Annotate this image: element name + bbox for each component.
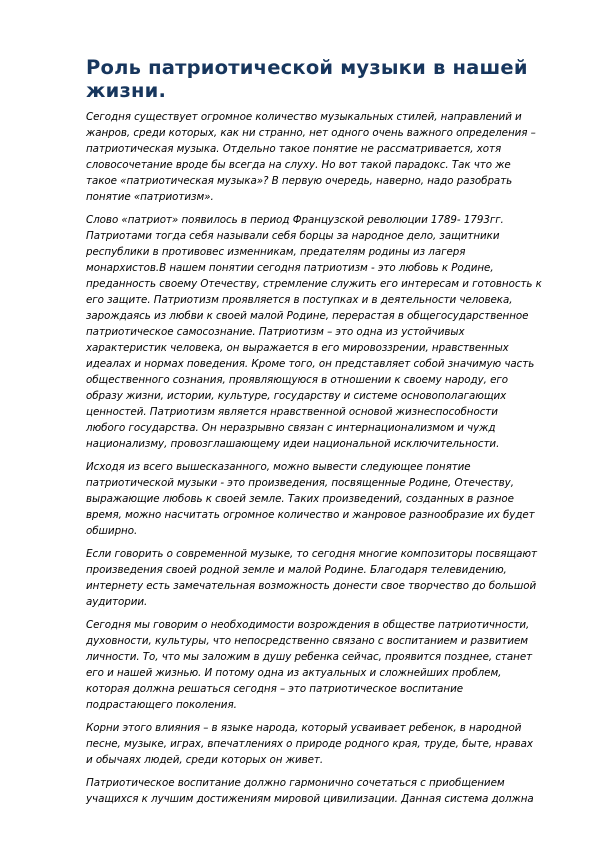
text-line: патриотической музыки - это произведения, посвященные Родине, Отечеству, <box>86 477 514 489</box>
text-line: словосочетание вроде бы всегда на слуху. Но вот такой парадокс. Так что же <box>86 159 511 171</box>
paragraph-intro <box>86 109 546 205</box>
paragraph-patriot-definition <box>86 212 546 452</box>
text-line: идеалах и нормах поведения. Кроме того, он представляет собой значимую часть <box>86 358 535 370</box>
text-line: обширно. <box>86 525 138 537</box>
paragraph-civilization <box>86 775 546 807</box>
text-line: преданность своему Отечеству, стремление служить его интересам и готовность к <box>86 278 542 290</box>
text-line: ценностей. Патриотизм является нравственной основой жизнеспособности <box>86 406 498 418</box>
text-line: аудитории. <box>86 596 148 608</box>
document-page <box>86 56 546 814</box>
text-line: которая должна решаться сегодня – это патриотическое воспитание <box>86 683 464 695</box>
text-line: такое «патриотическая музыка»? В первую очередь, наверно, надо разобрать <box>86 175 513 187</box>
text-line: выражающие любовь к своей земле. Таких произведений, созданных в разное <box>86 493 514 505</box>
paragraph-upbringing <box>86 617 546 713</box>
text-line: его защите. Патриотизм проявляется в поступках и в деятельности человека, <box>86 294 513 306</box>
text-line: понятие «патриотизм». <box>86 191 214 203</box>
text-line: монархистов.В нашем понятии сегодня патриотизм - это любовь к Родине, <box>86 262 494 274</box>
text-line: образу жизни, истории, культуре, государству и системе основополагающих <box>86 390 507 402</box>
text-line: любого государства. Он неразрывно связан с интернационализмом и чужд <box>86 422 496 434</box>
text-line: Сегодня мы говорим о необходимости возрождения в обществе патриотичности, <box>86 619 530 631</box>
text-line: песне, музыке, играх, впечатлениях о природе родного края, труде, быте, нравах <box>86 738 533 750</box>
text-line: Слово «патриот» появилось в период Французской революции 1789- 1793гг. <box>86 214 504 226</box>
text-line: зарождаясь из любви к своей малой Родине, перерастая в общегосударственное <box>86 310 529 322</box>
text-line: духовности, культуры, что непосредственно связано с воспитанием и развитием <box>86 635 528 647</box>
text-line: Сегодня существует огромное количество музыкальных стилей, направлений и <box>86 111 522 123</box>
text-line: Патриотами тогда себя называли себя борцы за народное дело, защитники <box>86 230 500 242</box>
title-line: Роль патриотической музыки в нашей <box>86 56 528 79</box>
text-line: республики в противовес изменникам, предателям родины из лагеря <box>86 246 466 258</box>
text-line: Если говорить о современной музыке, то сегодня многие композиторы посвящают <box>86 548 537 560</box>
text-line: личности. То, что мы заложим в душу ребенка сейчас, проявится позднее, станет <box>86 651 533 663</box>
paragraph-modern-music <box>86 546 546 610</box>
text-line: Патриотическое воспитание должно гармонично сочетаться с приобщением <box>86 777 505 789</box>
text-line: Исходя из всего вышесказанного, можно вывести следующее понятие <box>86 461 471 473</box>
text-line: Корни этого влияния – в языке народа, который усваивает ребенок, в народной <box>86 722 522 734</box>
paragraph-music-definition <box>86 459 546 539</box>
text-line: и обычаях людей, среди которых он живет. <box>86 754 324 766</box>
text-line: произведения своей родной земле и малой Родине. Благодаря телевидению, <box>86 564 507 576</box>
text-line: подрастающего поколения. <box>86 699 237 711</box>
text-line: национализму, провозглашающему идеи национальной исключительности. <box>86 438 500 450</box>
text-line: его и нашей жизнью. И потому одна из актуальных и сложнейших проблем, <box>86 667 502 679</box>
text-line: жанров, среди которых, как ни странно, нет одного очень важного определения – <box>86 127 536 139</box>
paragraph-roots <box>86 720 546 768</box>
title-line: жизни. <box>86 79 167 102</box>
document-title <box>86 56 546 102</box>
text-line: время, можно насчитать огромное количество и жанровое разнообразие их будет <box>86 509 535 521</box>
text-line: интернету есть замечательная возможность донести свое творчество до большой <box>86 580 537 592</box>
text-line: учащихся к лучшим достижениям мировой цивилизации. Данная система должна <box>86 793 534 805</box>
text-line: общественного сознания, проявляющуюся в отношении к своему народу, его <box>86 374 508 386</box>
text-line: патриотическое самосознание. Патриотизм – это одна из устойчивых <box>86 326 465 338</box>
text-line: характеристик человека, он выражается в его мировоззрении, нравственных <box>86 342 509 354</box>
text-line: патриотическая музыка. Отдельно такое понятие не рассматривается, хотя <box>86 143 502 155</box>
